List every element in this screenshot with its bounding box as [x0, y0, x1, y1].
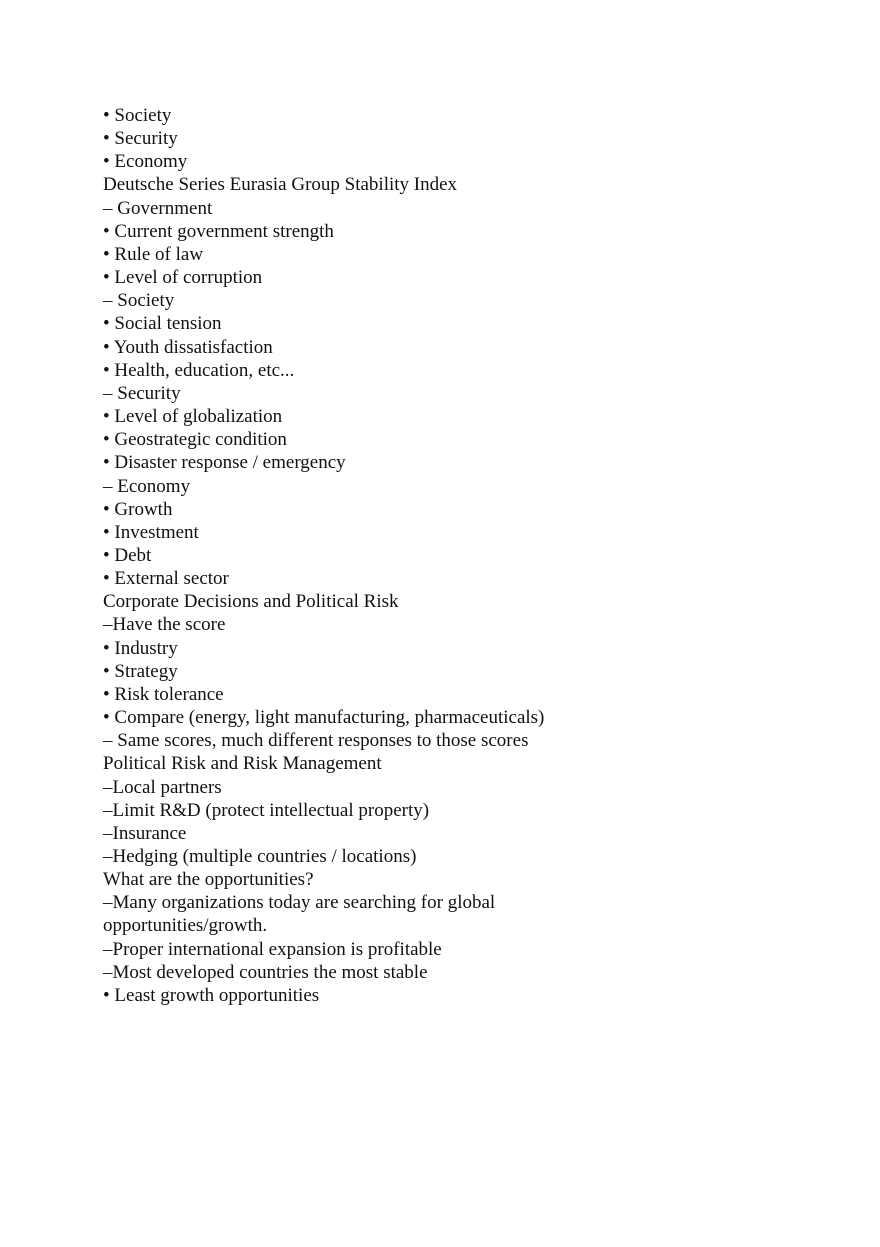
text-line: –Most developed countries the most stable: [103, 961, 428, 983]
text-line: • Social tension: [103, 313, 222, 335]
text-line: • Geostrategic condition: [103, 429, 287, 451]
text-line: What are the opportunities?: [103, 869, 314, 891]
text-line: Corporate Decisions and Political Risk: [103, 591, 399, 613]
text-line: –Insurance: [103, 822, 187, 844]
text-line: • Risk tolerance: [103, 683, 224, 705]
text-line: • Health, education, etc...: [103, 359, 295, 381]
text-line: Political Risk and Risk Management: [103, 753, 382, 775]
text-line: opportunities/growth.: [103, 915, 268, 937]
text-line: • Strategy: [103, 660, 178, 682]
text-line: – Same scores, much different responses to those scores: [103, 730, 529, 752]
text-line: –Limit R&D (protect intellectual property): [103, 799, 430, 821]
text-line: –Local partners: [103, 776, 222, 798]
text-line: • Level of globalization: [103, 406, 283, 428]
text-line: – Government: [103, 197, 213, 219]
text-line: Deutsche Series Eurasia Group Stability Index: [103, 174, 458, 196]
text-line: • Debt: [103, 544, 152, 566]
text-line: • Current government strength: [103, 220, 334, 242]
text-line: –Hedging (multiple countries / locations): [103, 846, 417, 867]
text-line: • External sector: [103, 568, 229, 590]
text-line: • Growth: [103, 498, 173, 520]
text-line: • Least growth opportunities: [103, 984, 320, 1006]
text-line: • Industry: [103, 637, 178, 659]
text-line: • Disaster response / emergency: [103, 452, 346, 474]
text-line: – Security: [103, 382, 181, 404]
text-line: – Society: [103, 290, 175, 312]
text-line: –Proper international expansion is profitable: [103, 938, 442, 960]
text-line: • Level of corruption: [103, 267, 263, 289]
text-line: • Society: [103, 105, 172, 126]
text-line: • Compare (energy, light manufacturing, pharmaceuticals): [103, 707, 545, 729]
text-line: • Investment: [103, 521, 199, 543]
text-line: • Economy: [103, 151, 188, 173]
text-line: • Youth dissatisfaction: [103, 336, 273, 358]
text-line: • Rule of law: [103, 243, 204, 265]
text-line: – Economy: [103, 475, 191, 497]
document-body: [103, 104, 803, 1007]
text-line: –Have the score: [103, 614, 226, 636]
text-line: • Security: [103, 128, 178, 150]
text-line: –Many organizations today are searching for global: [103, 892, 496, 914]
